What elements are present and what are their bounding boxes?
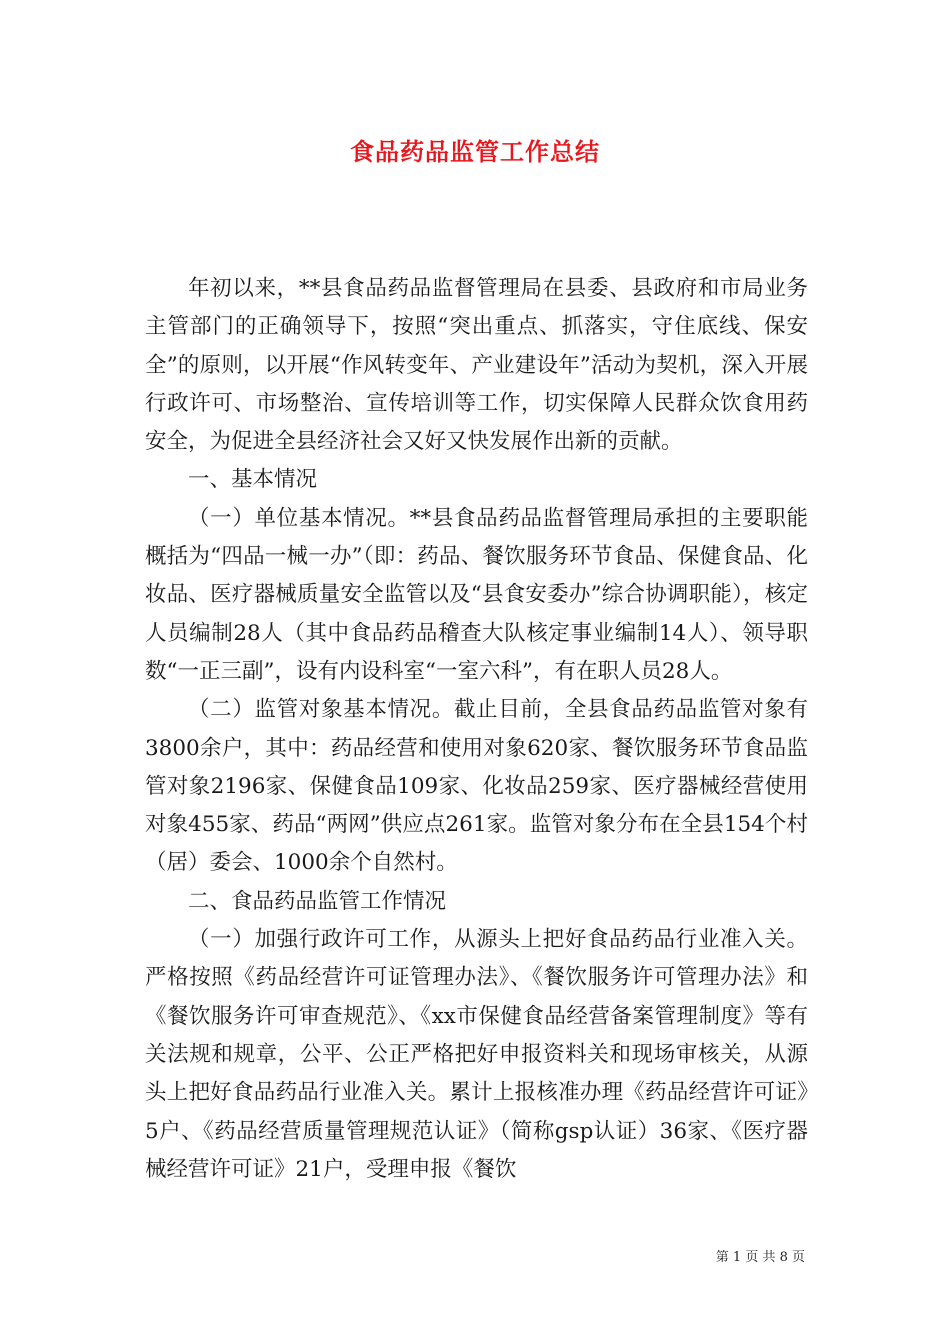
page-number-footer (716, 1246, 805, 1265)
document-body (145, 270, 808, 1189)
paragraph-administrative-licensing: （一）加强行政许可工作，从源头上把好食品药品行业准入关。严格按照《药品经营许可证管理办法》、《餐饮服务许可管理办法》和《餐饮服务许可审查规范》、《xx市保健食品经营备案管理制度》等有关法规和规章，公平、公正严格把好申报资料关和现场审核关，从源头上把好食品药品行业准入关。累计上报核准办理《药品经营许可证》5户、《药品经营质量管理规范认证》（简称gsp认证）36家、《医疗器械经营许可证》21户，受理申报《餐饮 (145, 927, 808, 1182)
paragraph-supervision-objects: （二）监管对象基本情况。截止目前，全县食品药品监管对象有3800余户，其中：药品经营和使用对象620家、餐饮服务环节食品监管对象2196家、保健食品109家、化妆品259家、医疗器械经营使用对象455家、药品“两网”供应点261家。监管对象分布在全县154个村（居）委会、1000余个自然村。 (145, 697, 808, 876)
paragraph-unit-situation: （一）单位基本情况。**县食品药品监督管理局承担的主要职能概括为“四品一械一办”（即：药品、餐饮服务环节食品、保健食品、化妆品、医疗器械质量安全监管以及“县食安委办”综合协调职能），核定人员编制28人（其中食品药品稽查大队核定事业编制14人）、领导职数“一正三副”，设有内设科室“一室六科”，有在职人员28人。 (145, 505, 808, 684)
page-number-label: 第 1 页 共 8 页 (715, 1250, 805, 1265)
document-title: 食品药品监管工作总结 (350, 138, 600, 166)
section-heading-work-situation: 二、食品药品监管工作情况 (188, 888, 447, 914)
section-heading-basic-situation: 一、基本情况 (188, 467, 318, 493)
intro-paragraph: 年初以来，**县食品药品监督管理局在县委、县政府和市局业务主管部门的正确领导下，按照“突出重点、抓落实，守住底线、保安全”的原则，以开展“作风转变年、产业建设年”活动为契机，深入开展行政许可、市场整治、宣传培训等工作，切实保障人民群众饮食用药安全，为促进全县经济社会又好又快发展作出新的贡献。 (145, 276, 808, 455)
